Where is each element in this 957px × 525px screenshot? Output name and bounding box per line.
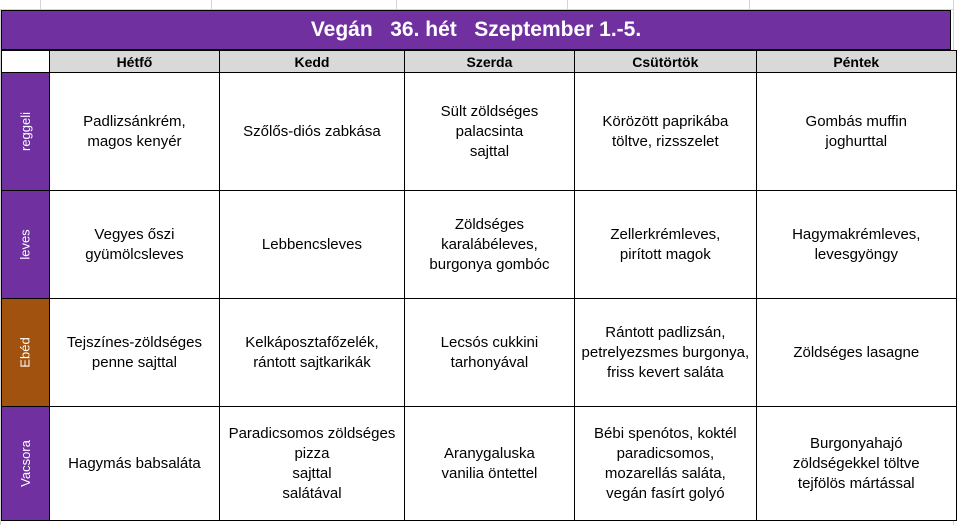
header-corner bbox=[2, 51, 50, 73]
dish-cell-thursday bbox=[575, 407, 756, 521]
meal-row-ebéd bbox=[2, 299, 957, 407]
dish-cell-thursday bbox=[575, 299, 756, 407]
dish-cell-friday bbox=[756, 191, 956, 299]
dish-text-line: Rántott padlizsán, bbox=[605, 323, 726, 341]
day-header-tuesday: Kedd bbox=[220, 51, 405, 73]
dish-cell-thursday bbox=[575, 191, 756, 299]
meal-row-leves bbox=[2, 191, 957, 299]
dish-text-line: Vegyes őszi bbox=[94, 225, 175, 243]
dish-text-line: töltve, rizsszelet bbox=[611, 132, 719, 150]
dish-cell-friday bbox=[756, 73, 956, 191]
dish-text-line: friss kevert saláta bbox=[606, 363, 724, 381]
dish-cell-friday bbox=[756, 407, 956, 521]
dish-text-line: salátával bbox=[282, 484, 342, 502]
dish-text-line: palacsinta bbox=[455, 122, 524, 140]
dish-text-line: Padlizsánkrém, bbox=[83, 112, 186, 130]
dish-text-line: Körözött paprikába bbox=[602, 112, 729, 130]
meal-label: Vacsora bbox=[17, 440, 33, 487]
dish-cell-tuesday bbox=[220, 191, 405, 299]
dish-text-line: joghurttal bbox=[825, 132, 888, 150]
meal-label-cell bbox=[2, 191, 50, 299]
dish-text-line: pizza bbox=[294, 444, 330, 462]
dish-text-line: Aranygaluska bbox=[444, 444, 535, 462]
dish-cell-wednesday bbox=[404, 299, 574, 407]
meal-row-reggeli bbox=[2, 73, 957, 191]
dish-text-line: burgonya gombóc bbox=[429, 255, 550, 273]
dish-text-line: Szőlős-diós zabkása bbox=[243, 122, 381, 140]
dish-cell-monday bbox=[49, 191, 219, 299]
dish-cell-friday bbox=[756, 299, 956, 407]
dish-text-line: penne sajttal bbox=[91, 353, 177, 371]
dish-cell-thursday bbox=[575, 73, 756, 191]
dish-text-line: Paradicsomos zöldséges bbox=[228, 424, 396, 442]
dish-text-line: Lecsós cukkini bbox=[440, 333, 539, 351]
meal-label-cell bbox=[2, 299, 50, 407]
dish-text-line: sajttal bbox=[292, 464, 332, 482]
day-header-wednesday: Szerda bbox=[404, 51, 574, 73]
dish-text-line: Zöldséges lasagne bbox=[793, 343, 920, 361]
dish-cell-wednesday bbox=[404, 191, 574, 299]
meal-label-cell bbox=[2, 407, 50, 521]
dish-text-line: petrelyezsmes burgonya, bbox=[581, 343, 750, 361]
dish-cell-tuesday bbox=[220, 73, 405, 191]
dish-text-line: Tejszínes-zöldséges bbox=[66, 333, 202, 351]
dish-cell-monday bbox=[49, 73, 219, 191]
meal-row-vacsora bbox=[2, 407, 957, 521]
meal-label: Ebéd bbox=[17, 337, 33, 368]
day-header-friday: Péntek bbox=[756, 51, 956, 73]
dish-text-line: Lebbencsleves bbox=[261, 235, 362, 253]
dish-text-line: Zöldséges bbox=[454, 215, 525, 233]
dish-text-line: Hagymakrémleves, bbox=[792, 225, 921, 243]
dish-cell-wednesday bbox=[404, 73, 574, 191]
dish-text-line: zöldségekkel töltve bbox=[792, 454, 920, 472]
dish-text-line: tejfölös mártással bbox=[797, 474, 915, 492]
dish-text-line: rántott sajtkarikák bbox=[253, 353, 371, 371]
dish-text-line: Kelkáposztafőzelék, bbox=[245, 333, 379, 351]
spreadsheet-gridline-top bbox=[0, 0, 957, 10]
dish-cell-tuesday bbox=[220, 299, 405, 407]
dish-text-line: vanilia öntettel bbox=[441, 464, 538, 482]
meal-label: reggeli bbox=[17, 111, 33, 152]
dish-text-line: mozarellás saláta, bbox=[604, 464, 726, 482]
dish-cell-monday bbox=[49, 299, 219, 407]
dish-text-line: pirított magok bbox=[619, 245, 711, 263]
menu-title bbox=[1, 10, 951, 50]
dish-text-line: Zellerkrémleves, bbox=[610, 225, 721, 243]
title-dates: Szeptember 1.-5. bbox=[474, 18, 642, 41]
dish-text-line: paradicsomos, bbox=[616, 444, 715, 462]
dish-text-line: Sült zöldséges bbox=[440, 102, 539, 120]
dish-text-line: karalábéleves, bbox=[441, 235, 538, 253]
weekly-menu-table bbox=[1, 50, 957, 521]
dish-cell-tuesday bbox=[220, 407, 405, 521]
meal-label: leves bbox=[17, 229, 33, 260]
title-week: 36. hét bbox=[390, 18, 457, 41]
day-header-thursday: Csütörtök bbox=[575, 51, 756, 73]
dish-text-line: Hagymás babsaláta bbox=[68, 454, 201, 472]
dish-text-line: Burgonyahajó bbox=[809, 434, 903, 452]
day-header-monday: Hétfő bbox=[49, 51, 219, 73]
dish-cell-wednesday bbox=[404, 407, 574, 521]
dish-text-line: magos kenyér bbox=[87, 132, 182, 150]
dish-text-line: gyümölcsleves bbox=[85, 245, 184, 263]
dish-text-line: levesgyöngy bbox=[814, 245, 898, 263]
meal-label-cell bbox=[2, 73, 50, 191]
title-prefix: Vegán bbox=[310, 18, 373, 41]
dish-text-line: vegán fasírt golyó bbox=[606, 484, 725, 502]
day-header-row bbox=[2, 51, 957, 73]
dish-text-line: Gombás muffin bbox=[805, 112, 907, 130]
dish-cell-monday bbox=[49, 407, 219, 521]
dish-text-line: sajttal bbox=[469, 142, 510, 160]
dish-text-line: tarhonyával bbox=[450, 353, 529, 371]
dish-text-line: Bébi spenótos, koktél bbox=[594, 424, 737, 442]
